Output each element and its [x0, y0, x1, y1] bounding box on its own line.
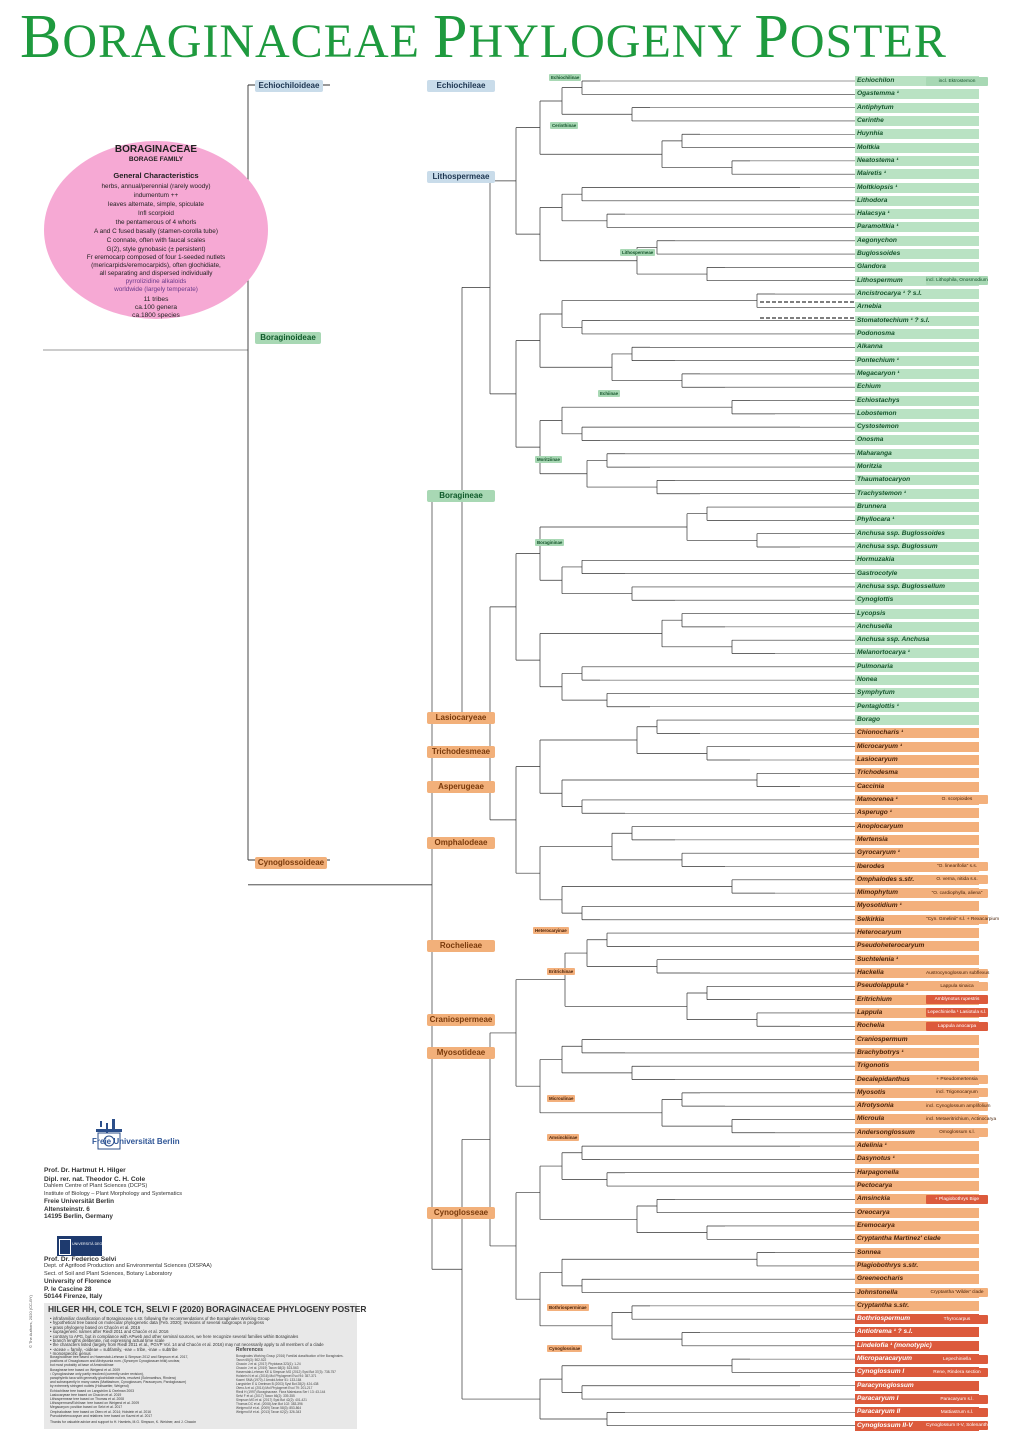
author-affiliation: Institute of Biology – Plant Morphology and Systematics: [44, 1190, 183, 1197]
author-affiliation: Dahlem Centre of Plant Sciences (DCPS): [44, 1183, 148, 1190]
tribe-lithospermeae: Lithospermeae: [427, 171, 495, 183]
citation-note: paraphyletic taxa with generally glochidiate nutlets, resolved (Solenanthus, Rindera): [50, 1376, 176, 1380]
university-of-florence-logo: [57, 1236, 134, 1256]
genus-myosotidium: Myosotidium ¹: [855, 901, 979, 911]
subtribe-cerinthinae: Cerinthinae: [552, 123, 577, 128]
author-name: Prof. Dr. Federico Selvi: [44, 1256, 117, 1263]
genus-pentaglottis: Pentaglottis ¹: [855, 702, 979, 712]
author-affiliation: University of Florence: [44, 1278, 112, 1286]
genus-lithospermum: Lithospermum: [855, 276, 979, 286]
family-characteristics-circle: [44, 141, 268, 319]
fi-logo-text: UNIVERSITÀ DEGLI STUDI FIRENZE: [72, 1242, 134, 1246]
genus-paracynoglossum: Paracynoglossum: [855, 1381, 979, 1391]
citation-title: HILGER HH, COLE TCH, SELVI F (2020) BORAGINACEAE PHYLOGENY POSTER: [48, 1304, 367, 1314]
citation-note: Boragineae tree based on Weigend et al. 2009: [50, 1367, 121, 1372]
genus-note-tag: Lappula anocarpa: [926, 1022, 988, 1031]
genus-note-tag: Thyrocarpus: [926, 1315, 988, 1324]
genus-cynoglossum-ii-v: Cynoglossum II-V: [855, 1421, 979, 1431]
citation-note: positions of Oncaglossum and Afrotysonia nom. (Synonym Cynoglossum triiki) unclear,: [50, 1359, 181, 1364]
genus-pulmonaria: Pulmonaria: [855, 662, 979, 672]
genus-dasynotus: Dasynotus ¹: [855, 1154, 979, 1164]
genus-note-tag: Amblynotus rupestris: [926, 995, 988, 1004]
genus-note-tag: Lepechiniella: [926, 1355, 988, 1364]
characteristic: leaves alternate, simple, spiculate: [108, 201, 204, 208]
genus-anchusa-ssp-buglossoides: Anchusa ssp. Buglossoides: [855, 529, 979, 539]
citation-bullet: ¹ monospecific genus: [50, 1351, 91, 1357]
genus-cystostemon: Cystostemon: [855, 422, 979, 432]
reference-entry: Weigend M et al. (2013) Taxon 62(2): 326-343: [236, 1410, 302, 1414]
genus-suchtelenia: Suchtelenia ¹: [855, 955, 979, 965]
author-name: Prof. Dr. Hartmut H. Hilger: [44, 1167, 126, 1174]
reference-entry: Otero A et al. (2014) Mol Phylogenet Evol 79: 201-217: [236, 1386, 313, 1390]
genus-chionocharis: Chionocharis ¹: [855, 728, 979, 738]
acknowledgement: Thanks for valuable advice and support to H. Hamlets, M.G. Simpson, K. Weidner, and J. Chacón: [50, 1420, 197, 1424]
citation-bullet: • the characters listed (largely from Riedl 2011 et al., PGVP Vol. 14 and Chacón et al. 2016) may not necessarily apply to all members of a clade: [50, 1342, 324, 1348]
citation-note: Lithospermeae tree based on Thomas et al. 2008: [50, 1397, 125, 1401]
genus-borago: Borago: [855, 715, 979, 725]
genus-lasiocaryum: Lasiocaryum: [855, 755, 979, 765]
citation-bullet: • grass phylogeny based on Chacón et al. 2016: [50, 1324, 141, 1330]
genus-craniospermum: Craniospermum: [855, 1035, 979, 1045]
citation-bullet: • contrary to APG, but in compliance with APweb and other seminal sources, we here recognize several families within Boraginales: [50, 1333, 299, 1339]
author-selvi: [44, 1256, 212, 1300]
license-text: © The Authors, 2020 (CC-BY): [28, 1295, 33, 1348]
characteristic: indumentum ++: [133, 192, 179, 199]
genus-rochelia: Rochelia: [855, 1021, 979, 1031]
genus-greeneocharis: Greeneocharis: [855, 1274, 979, 1284]
genus-gastrocotyle: Gastrocotyle: [855, 569, 979, 579]
genus-stomatotechium-s-l: Stomatotechium ¹ ? s.l.: [855, 316, 979, 326]
genus-bothriospermum: Bothriospermum: [855, 1314, 979, 1324]
genus-lappula: Lappula: [855, 1008, 979, 1018]
characteristic: Infl scorpioid: [138, 210, 174, 217]
genus-brunnera: Brunnera: [855, 502, 979, 512]
subtribe-amsinckiinae: Amsinckiinae: [549, 1135, 578, 1140]
genus-trachystemon: Trachystemon ¹: [855, 489, 979, 499]
genus-note-tag: Cryptantha 'Wilder' clade: [926, 1288, 988, 1297]
citation-note: Megacaryon: position based on Selvi et al. 2017: [50, 1405, 123, 1410]
genus-eremocarya: Eremocarya: [855, 1221, 979, 1231]
genus-cryptantha-martinez-clade: Cryptantha Martinez' clade: [855, 1234, 979, 1244]
tribe-count: 11 tribes: [143, 296, 169, 303]
genus-ogastemma: Ogastemma ¹: [855, 89, 979, 99]
genus-plagiobothrys-s-str: Plagiobothrys s.str.: [855, 1261, 979, 1271]
family-name: BORAGINACEAE: [114, 144, 198, 155]
genus-note-tag: Lappula sinaica: [926, 982, 988, 991]
genus-mairetis: Mairetis ¹: [855, 169, 979, 179]
reference-entry: Weigend M et al. (2009) Taxon 58(3): 853-864: [236, 1406, 302, 1410]
genus-anchusa-ssp-buglossellum: Anchusa ssp. Buglossellum: [855, 582, 979, 592]
genus-anoplocaryum: Anoplocaryum: [855, 822, 979, 832]
subtribe-echiochilinae: Echiochilinae: [551, 75, 580, 80]
subfamily-boraginoideae: Boraginoideae: [255, 332, 321, 344]
genus-note-tag: incl. Metaeritrichium, Actinocarya: [926, 1116, 997, 1122]
genus-note-tag: "O. linearifolia" s.s.: [926, 862, 988, 871]
tribe-myosotideae: Myosotideae: [427, 1047, 495, 1059]
citation-note: ¹ Cynoglossinae only partly resolved (currently under revision),: [50, 1371, 144, 1376]
genus-note-tag: + Pseudomertensia: [926, 1075, 988, 1084]
genus-iberodes: Iberodes: [855, 862, 979, 872]
genus-note-tag: O. verna, nitida s.s.: [926, 875, 988, 884]
genus-brachybotrys: Brachybotrys ¹: [855, 1048, 979, 1058]
genus-note-tag: O. scorpioides: [926, 795, 988, 804]
tribe-boragineae: Boragineae: [427, 490, 495, 502]
characteristic: G(2), style gynobasic (± persistent): [106, 246, 206, 253]
genus-symphytum: Symphytum: [855, 688, 979, 698]
genus-note-tag: Lepechiniella ¹ Lasiotula s.l.: [927, 1010, 987, 1016]
subtribe-boragininae: Boragininae: [537, 540, 563, 545]
genus-buglossoides: Buglossoides: [855, 249, 979, 259]
genus-podonosma: Podonosma: [855, 329, 979, 339]
genus-asperugo: Asperugo ¹: [855, 808, 979, 818]
subtribe-bothriosperminae: Bothriosperminae: [549, 1305, 587, 1310]
genus-cryptantha-s-str: Cryptantha s.str.: [855, 1301, 979, 1311]
genus-heterocaryum: Heterocaryum: [855, 928, 979, 938]
genus-anchusa-ssp-anchusa: Anchusa ssp. Anchusa: [855, 635, 979, 645]
author-address: P. le Cascine 28: [44, 1285, 92, 1293]
genus-note-tag: Mattiastrum s.l.: [926, 1408, 988, 1417]
genus-lycopsis: Lycopsis: [855, 609, 979, 619]
genus-mimophytum: Mimophytum: [855, 888, 979, 898]
genus-arnebia: Arnebia: [855, 302, 979, 312]
author-cole: [44, 1176, 182, 1220]
genus-count: ca.100 genera: [134, 304, 178, 311]
genus-antiotrema-s-l: Antiotrema ¹ ? s.l.: [855, 1327, 979, 1337]
genus-note-tag: incl. Lithophila, Onosmodium: [926, 278, 988, 284]
genus-paracaryum-i: Paracaryum I: [855, 1394, 979, 1404]
poster-title: BORAGINACEAE PHYLOGENY POSTER: [20, 3, 947, 71]
genus-maharanga: Maharanga: [855, 449, 979, 459]
genus-note-tag: "Cyn. Gmelinii" s.l. + Rexacarpium: [926, 917, 1000, 923]
citation-note: Echiochileae tree based on Langström & Oxelman 2003: [50, 1388, 135, 1393]
reference-entry: Boraginales Working Group (2016) Familial classification of the Boraginales.: [236, 1354, 344, 1358]
genus-pseudolappula: Pseudolappula ¹: [855, 981, 979, 991]
genus-paramoltkia: Paramoltkia ¹: [855, 222, 979, 232]
characteristics-heading: General Characteristics: [113, 171, 199, 180]
characteristic: A and C fused basally (stamen-corolla tube): [94, 228, 218, 235]
genus-adelinia: Adelinia ¹: [855, 1141, 979, 1151]
citation-note: Omphalodeae: tree based on Otero et al. 2014; Holstein et al. 2016: [50, 1409, 152, 1414]
genus-hackelia: Hackelia: [855, 968, 979, 978]
genus-note-tag: + Plagiobothrys Bige: [926, 1195, 988, 1204]
author-address: 50144 Firenze, Italy: [44, 1293, 103, 1301]
genus-note-tag: Paracaryum s.l.: [926, 1395, 988, 1404]
author-hilger: [44, 1167, 126, 1174]
subtribe-eritrichinae: Eritrichinae: [549, 969, 574, 974]
citation-note: Lasiocaryeae tree based on Chacón et al. 2019: [50, 1392, 122, 1397]
genus-glandora: Glandora: [855, 262, 979, 272]
genus-paracaryum-ii: Paracaryum II: [855, 1407, 979, 1417]
genus-note-tag: incl. Cynoglossum amplifolium: [926, 1103, 991, 1109]
subtribe-microulinae: Microulinae: [549, 1096, 574, 1101]
citation-note: and subsequently in many cases (Mattiastrum, Cynoglossum, Paracaryum, Pardoglossum): [50, 1380, 187, 1385]
genus-onosma: Onosma: [855, 435, 979, 445]
genus-lobostemon: Lobostemon: [855, 409, 979, 419]
genus-gyrocaryum: Gyrocaryum ¹: [855, 848, 979, 858]
genus-echiochilon: Echiochilon: [855, 76, 979, 86]
genus-harpagonella: Harpagonella: [855, 1168, 979, 1178]
genus-phyllocara: Phyllocara ¹: [855, 515, 979, 525]
freie-universitat-logo: [92, 1117, 182, 1157]
characteristic: C connate, often with faucal scales: [106, 237, 206, 244]
tribe-lasiocaryeae: Lasiocaryeae: [427, 712, 495, 724]
genus-neatostema: Neatostema ¹: [855, 156, 979, 166]
author-name: Dipl. rer. nat. Theodor C. H. Cole: [44, 1176, 146, 1183]
genus-ancistrocarya-s-l: Ancistrocarya ¹ ? s.l.: [855, 289, 979, 299]
reference-entry: Chacón J et al. (2017) Phytotaxa 323(1): 1-24: [236, 1362, 301, 1366]
characteristic: Fr eremocarp composed of four 1-seeded nutlets: [86, 254, 226, 261]
genus-johnstonella: Johnstonella: [855, 1288, 979, 1298]
subtribe-lithospermeae: Lithospermeae: [622, 250, 654, 255]
genus-note-tag: Omoglossum s.l.: [926, 1128, 988, 1137]
citation-bullet: • suprageneric names after Riedl 2011 and Chacón et al. 2016: [50, 1329, 169, 1335]
genus-lindelofia-monotypic: Lindelofia ¹ (monotypic): [855, 1341, 979, 1351]
reference-entry: Hasenstab-Lehman KE & Simpson MG (2012) Syst Bot 37(3): 738-757: [236, 1370, 336, 1374]
tribe-omphalodeae: Omphalodeae: [427, 837, 495, 849]
tribe-craniospermeae: Craniospermeae: [427, 1014, 495, 1026]
genus-microula: Microula: [855, 1114, 979, 1124]
genus-cynoglossum-i: Cynoglossum I: [855, 1367, 979, 1377]
tribe-echiochileae: Echiochileae: [427, 80, 495, 92]
citation-note: but most probably at base of Amsinckiinae: [50, 1363, 114, 1368]
genus-halacsya: Halacsya ¹: [855, 209, 979, 219]
citation-note: Pseudoheterocaryum and relatives: tree based on Kazmi et al. 2017: [50, 1413, 153, 1418]
reference-entry: Selvi F et al. (2017) Taxon 66(2): 339-355: [236, 1394, 295, 1398]
genus-pontechium: Pontechium ¹: [855, 356, 979, 366]
author-affiliation: Dept. of Agrifood Production and Environmental Sciences (DISPAA): [44, 1263, 212, 1270]
citation-bullet: • -aceae = family, -oideae = subfamily, -eae = tribe, -inae = subtribe: [50, 1346, 178, 1352]
tribe-asperugeae: Asperugeae: [427, 781, 495, 793]
characteristic: the pentamerous of 4 whorls: [115, 219, 197, 226]
references-heading: References: [236, 1347, 263, 1353]
fu-logo-text: Freie Universität Berlin: [92, 1137, 180, 1146]
genus-lithodora: Lithodora: [855, 196, 979, 206]
genus-echiostachys: Echiostachys: [855, 396, 979, 406]
genus-antiphytum: Antiphytum: [855, 103, 979, 113]
genus-pectocarya: Pectocarya: [855, 1181, 979, 1191]
genus-melanortocarya: Melanortocarya ¹: [855, 648, 979, 658]
author-affiliation: Freie Universität Berlin: [44, 1198, 114, 1206]
genus-cynoglottis: Cynoglottis: [855, 595, 979, 605]
genus-note-tag: Austrocynoglossum subflexus: [926, 970, 990, 976]
reference-entry: Taxon 65(3): 502-522: [236, 1358, 267, 1362]
genus-microcaryum: Microcaryum ¹: [855, 742, 979, 752]
author-affiliation: Sect. of Soil and Plant Sciences, Botany Laboratory: [44, 1270, 173, 1277]
tribe-trichodesmeae: Trichodesmeae: [427, 746, 495, 758]
genus-note-tag: Rene, Rindera section: [926, 1368, 988, 1377]
reference-entry: Simpson MG et al. (2017) Syst Bot 42(2): 401-421: [236, 1398, 307, 1402]
subfamily-echiochiloideae: Echiochiloideae: [255, 80, 323, 92]
genus-huynhia: Huynhia: [855, 129, 979, 139]
genus-pseudoheterocaryum: Pseudoheterocaryum: [855, 941, 979, 951]
genus-cerinthe: Cerinthe: [855, 116, 979, 126]
genus-trichodesma: Trichodesma: [855, 768, 979, 778]
genus-alkanna: Alkanna: [855, 342, 979, 352]
genus-caccinia: Caccinia: [855, 782, 979, 792]
genus-mamorenea: Mamorenea ¹: [855, 795, 979, 805]
genus-moltkia: Moltkia: [855, 143, 979, 153]
subfamily-cynoglossoideae: Cynoglossoideae: [255, 857, 327, 869]
subtribe-moritziinae: Moritziinae: [537, 457, 560, 462]
reference-entry: Kazmi SMA (1970) J Arnold Arbor 51: 133-184: [236, 1378, 302, 1382]
citation-note: by extremely stringent nutlets (Holtsaetter, Weigend): [50, 1384, 129, 1389]
genus-omphalodes-s-str: Omphalodes s.str.: [855, 875, 979, 885]
genus-note-tag: incl. Ektrostemon: [926, 77, 988, 86]
genus-moltkiopsis: Moltkiopsis ¹: [855, 183, 979, 193]
genus-myosotis: Myosotis: [855, 1088, 979, 1098]
citation-bullet: • infrafamiliar classification of Boraginaceae s.str. following the recommendations of the Boraginales Working Group: [50, 1316, 270, 1321]
characteristic: (mericarpids/eremocarpids), often glochidiate,: [91, 262, 221, 269]
tribe-rochelieae: Rochelieae: [427, 940, 495, 952]
genus-mertensia: Mertensia: [855, 835, 979, 845]
subtribe-heterocaryinae: Heterocaryinae: [535, 928, 567, 933]
citation-bullet: • hypothetical tree based on molecular phylogenetic data (Feb. 2020); revisions of several subgroups in progress: [50, 1320, 265, 1326]
characteristic: herbs, annual/perennial (rarely woody): [101, 183, 211, 190]
reference-entry: Holstein N et al. (2016) Mol Phylogenet Evol 94: 357-371: [236, 1374, 317, 1378]
citation-note: Lithospermum/Echiinae: tree based on Weigend et al. 2009: [50, 1401, 140, 1406]
genus-afrotysonia: Afrotysonia: [855, 1101, 979, 1111]
genus-nonea: Nonea: [855, 675, 979, 685]
genus-aegonychon: Aegonychon: [855, 236, 979, 246]
genus-anchusella: Anchusella: [855, 622, 979, 632]
genus-note-tag: "O. cardiophylla, aliena": [926, 889, 988, 898]
reference-entry: Thomas DC et al. (2008) Ann Bot 102: 383-396: [236, 1402, 303, 1406]
reference-entry: Chacón J et al. (2019) Taxon 68(3): 523-563: [236, 1366, 299, 1370]
genus-sonnea: Sonnea: [855, 1248, 979, 1258]
genus-note-tag: Cynoglossum II-V, Solenanthus: [926, 1423, 993, 1429]
author-address: Altensteinstr. 6: [44, 1205, 90, 1213]
genus-thaumatocaryon: Thaumatocaryon: [855, 475, 979, 485]
citation-bullet: • branch lengths deliberate, not expressing actual time scale: [50, 1338, 165, 1343]
reference-entry: Riedl H (1997) Boraginaceae. Flora Malesiana Ser I 13: 43-144: [236, 1390, 326, 1394]
tribe-cynoglosseae: Cynoglosseae: [427, 1207, 495, 1219]
genus-echium: Echium: [855, 382, 979, 392]
genus-hormuzakia: Hormuzakia: [855, 555, 979, 565]
reference-entry: Langström E & Oxelman B (2003) Syst Bot 28(2): 424-438: [236, 1382, 319, 1386]
genus-trigonotis: Trigonotis: [855, 1061, 979, 1071]
species-count: ca.1800 species: [132, 312, 180, 319]
author-address: 14195 Berlin, Germany: [44, 1213, 113, 1221]
genus-megacaryon: Megacaryon ¹: [855, 369, 979, 379]
genus-anchusa-ssp-buglossum: Anchusa ssp. Buglossum: [855, 542, 979, 552]
characteristic: all separating and dispersed individually: [99, 270, 213, 277]
alkaloids: pyrrolizidine alkaloids: [125, 278, 187, 285]
genus-note-tag: incl. Trigonocaryum: [926, 1088, 988, 1097]
genus-eritrichium: Eritrichium: [855, 995, 979, 1005]
genus-amsinckia: Amsinckia: [855, 1194, 979, 1204]
genus-microparacaryum: Microparacaryum: [855, 1354, 979, 1364]
genus-oreocarya: Oreocarya: [855, 1208, 979, 1218]
genus-decalepidanthus: Decalepidanthus: [855, 1075, 979, 1085]
subtribe-echiinae: Echiinae: [600, 391, 619, 396]
subtribe-cynoglossinae: Cynoglossinae: [549, 1346, 581, 1351]
citation-box: [44, 1303, 367, 1429]
genus-selkirkia: Selkirkia: [855, 915, 979, 925]
citation-note: Boraginoideae tree based on Hasenstab-Lehman & Simpson 2012 and Simpson et al. 2017,: [50, 1355, 189, 1359]
family-common-name: BORAGE FAMILY: [128, 156, 184, 163]
genus-andersonglossum: Andersonglossum: [855, 1128, 979, 1138]
genus-moritzia: Moritzia: [855, 462, 979, 472]
distribution: worldwide (largely temperate): [114, 286, 198, 293]
